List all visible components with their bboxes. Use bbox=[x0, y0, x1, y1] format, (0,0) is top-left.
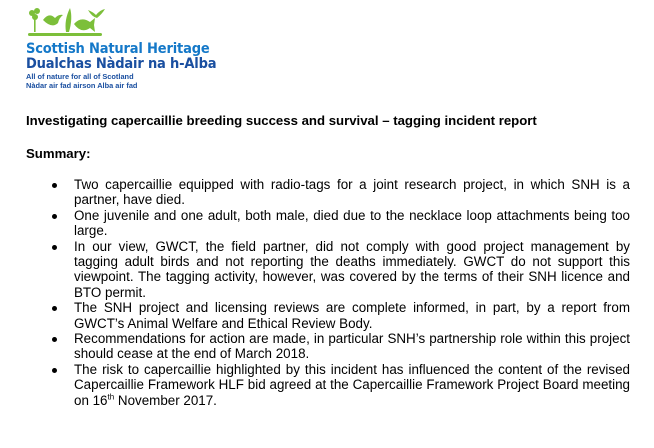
summary-item-text: Recommendations for action are made, in particular SNH’s partnership role within this project should cease at the end of March 2018. bbox=[74, 331, 630, 362]
summary-item bbox=[20, 300, 630, 331]
summary-item-text: One juvenile and one adult, both male, died due to the necklace loop attachments being too large. bbox=[74, 207, 630, 239]
nature-silhouettes-icon bbox=[26, 6, 106, 40]
bullet-icon bbox=[52, 183, 57, 188]
summary-item bbox=[20, 362, 630, 408]
summary-item bbox=[20, 239, 630, 301]
bullet-icon bbox=[52, 245, 57, 250]
bullet-icon bbox=[52, 214, 57, 219]
logo-tagline-english: All of nature for all of Scotland bbox=[26, 72, 134, 81]
bullet-icon bbox=[52, 306, 57, 311]
logo-tagline-gaelic: Nàdar air fad airson Alba air fad bbox=[26, 81, 138, 90]
summary-item-text: Two capercaillie equipped with radio-tags for a joint research project, in which SNH is a partner, have died. bbox=[74, 177, 630, 208]
bullet-icon bbox=[52, 337, 57, 342]
logo-name-gaelic: Dualchas Nàdair na h-Alba bbox=[26, 56, 217, 72]
summary-item-text-end: November 2017. bbox=[114, 392, 217, 408]
summary-item-text: In our view, GWCT, the field partner, did not comply with good project management by tagging adult birds and not reporting the deaths immediately. GWCT do not support this viewpoint. The tagging activity, however, was covered by the terms of their SNH licence and BTO permit. bbox=[74, 238, 630, 300]
summary-item-text-start: The risk to capercaillie highlighted by this incident has influenced the content of the revised Capercaillie Framework HLF bid agreed at the Capercaillie Framework Project Board meeting on 16 bbox=[74, 361, 630, 408]
snh-logo bbox=[26, 6, 226, 90]
summary-heading: Summary: bbox=[26, 146, 91, 161]
summary-item bbox=[20, 208, 630, 239]
document-title: Investigating capercaillie breeding success and survival – tagging incident report bbox=[26, 113, 537, 128]
summary-list bbox=[20, 177, 630, 408]
summary-item bbox=[20, 331, 630, 362]
summary-item-text: The SNH project and licensing reviews are complete informed, in part, by a report from GWCT’s Animal Welfare and Ethical Review Body. bbox=[74, 300, 630, 331]
bullet-icon bbox=[52, 368, 57, 373]
summary-item-text bbox=[74, 362, 630, 408]
date-ordinal-suffix: th bbox=[107, 392, 115, 402]
logo-name-english: Scottish Natural Heritage bbox=[26, 41, 210, 57]
summary-item bbox=[20, 177, 630, 208]
